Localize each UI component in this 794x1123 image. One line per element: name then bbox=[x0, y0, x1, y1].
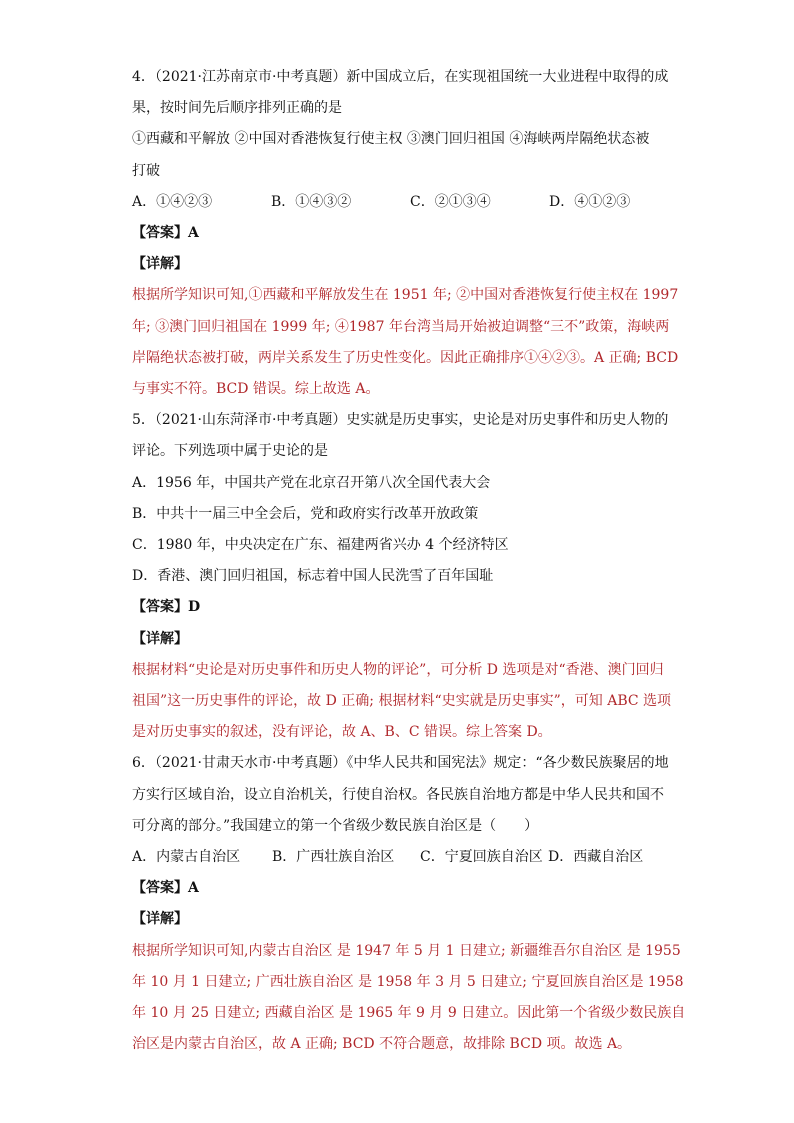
detail-line: 年 10 月 25 日建立; 西藏自治区 是 1965 年 9 月 9 日建立。因此第一个省级少数民族自 bbox=[132, 1005, 686, 1022]
detail-line: 根据所学知识可知,内蒙古自治区 是 1947 年 5 月 1 日建立; 新疆维吾尔自治区 是 1955 bbox=[132, 942, 681, 959]
detail-label: 【详解】 bbox=[132, 256, 188, 273]
question-6 bbox=[132, 748, 686, 1060]
question-stem-line: 方实行区域自治，设立自治机关，行使自治权。各民族自治地方都是中华人民共和国不 bbox=[132, 786, 664, 803]
document-content bbox=[132, 62, 686, 1061]
question-stem-line: 果，按时间先后顺序排列正确的是 bbox=[132, 100, 342, 117]
answer-label: 【答案】D bbox=[132, 599, 201, 616]
detail-line: 是对历史事实的叙述，没有评论，故 A、B、C 错误。综上答案 D。 bbox=[132, 724, 552, 741]
question-stem-line: 可分离的部分。”我国建立的第一个省级少数民族自治区是（ ） bbox=[132, 817, 539, 834]
option-a: A．1956 年，中国共产党在北京召开第八次全国代表大会 bbox=[132, 474, 491, 491]
detail-line: 治区是内蒙古自治区，故 A 正确; BCD 不符合题意，故排除 BCD 项。故选 A。 bbox=[132, 1036, 632, 1053]
question-stem-line: 打破 bbox=[132, 162, 160, 179]
detail-line: 根据材料“史论是对历史事件和历史人物的评论”，可分析 D 选项是对“香港、澳门回归 bbox=[132, 661, 664, 678]
detail-line: 年; ③澳门回归祖国在 1999 年; ④1987 年台湾当局开始被迫调整“三不”政策，海峡两 bbox=[132, 318, 670, 335]
option-a: A．①④②③ bbox=[132, 193, 213, 210]
option-c: C．宁夏回族自治区 bbox=[420, 849, 543, 866]
answer-label: 【答案】A bbox=[132, 880, 199, 897]
detail-line: 年 10 月 1 日建立; 广西壮族自治区 是 1958 年 3 月 5 日建立; 宁夏回族自治区是 1958 bbox=[132, 973, 684, 990]
option-c: C．1980 年，中央决定在广东、福建两省兴办 4 个经济特区 bbox=[132, 537, 509, 554]
option-b: B．①④③② bbox=[271, 193, 352, 210]
detail-label: 【详解】 bbox=[132, 911, 188, 928]
option-d: D．香港、澳门回归祖国，标志着中国人民洗雪了百年国耻 bbox=[132, 568, 494, 585]
detail-label: 【详解】 bbox=[132, 630, 188, 647]
detail-line: 岸隔绝状态被打破，两岸关系发生了历史性变化。因此正确排序①④②③。A 正确; BCD bbox=[132, 349, 679, 366]
option-c: C．②①③④ bbox=[410, 193, 491, 210]
option-b: B．中共十一届三中全会后，党和政府实行改革开放政策 bbox=[132, 505, 479, 522]
question-stem-line: 4．（2021·江苏南京市·中考真题）新中国成立后，在实现祖国统一大业进程中取得的成 bbox=[132, 69, 669, 85]
question-5 bbox=[132, 405, 672, 748]
question-4 bbox=[132, 62, 679, 405]
option-d: D．西藏自治区 bbox=[548, 849, 644, 866]
detail-line: 与事实不符。BCD 错误。综上故选 A。 bbox=[132, 381, 380, 398]
option-b: B．广西壮族自治区 bbox=[272, 849, 395, 866]
answer-label: 【答案】A bbox=[132, 225, 199, 242]
question-options bbox=[132, 187, 662, 218]
question-stem-line: ①西藏和平解放 ②中国对香港恢复行使主权 ③澳门回归祖国 ④海峡两岸隔绝状态被 bbox=[132, 131, 650, 148]
question-stem-line: 6．（2021·甘肃天水市·中考真题）《中华人民共和国宪法》规定：“各少数民族聚居的地 bbox=[132, 755, 669, 772]
option-d: D．④①②③ bbox=[549, 193, 631, 210]
detail-line: 根据所学知识可知,①西藏和平解放发生在 1951 年; ②中国对香港恢复行使主权在 1997 bbox=[132, 287, 679, 304]
question-stem-line: 评论。下列选项中属于史论的是 bbox=[132, 443, 328, 460]
detail-line: 祖国”这一历史事件的评论，故 D 正确; 根据材料“史实就是历史事实”，可知 ABC 选项 bbox=[132, 693, 672, 710]
question-stem-line: 5．（2021·山东菏泽市·中考真题）史实就是历史事实，史论是对历史事件和历史人物的 bbox=[132, 412, 669, 429]
option-a: A．内蒙古自治区 bbox=[132, 849, 241, 866]
question-options bbox=[132, 842, 662, 873]
